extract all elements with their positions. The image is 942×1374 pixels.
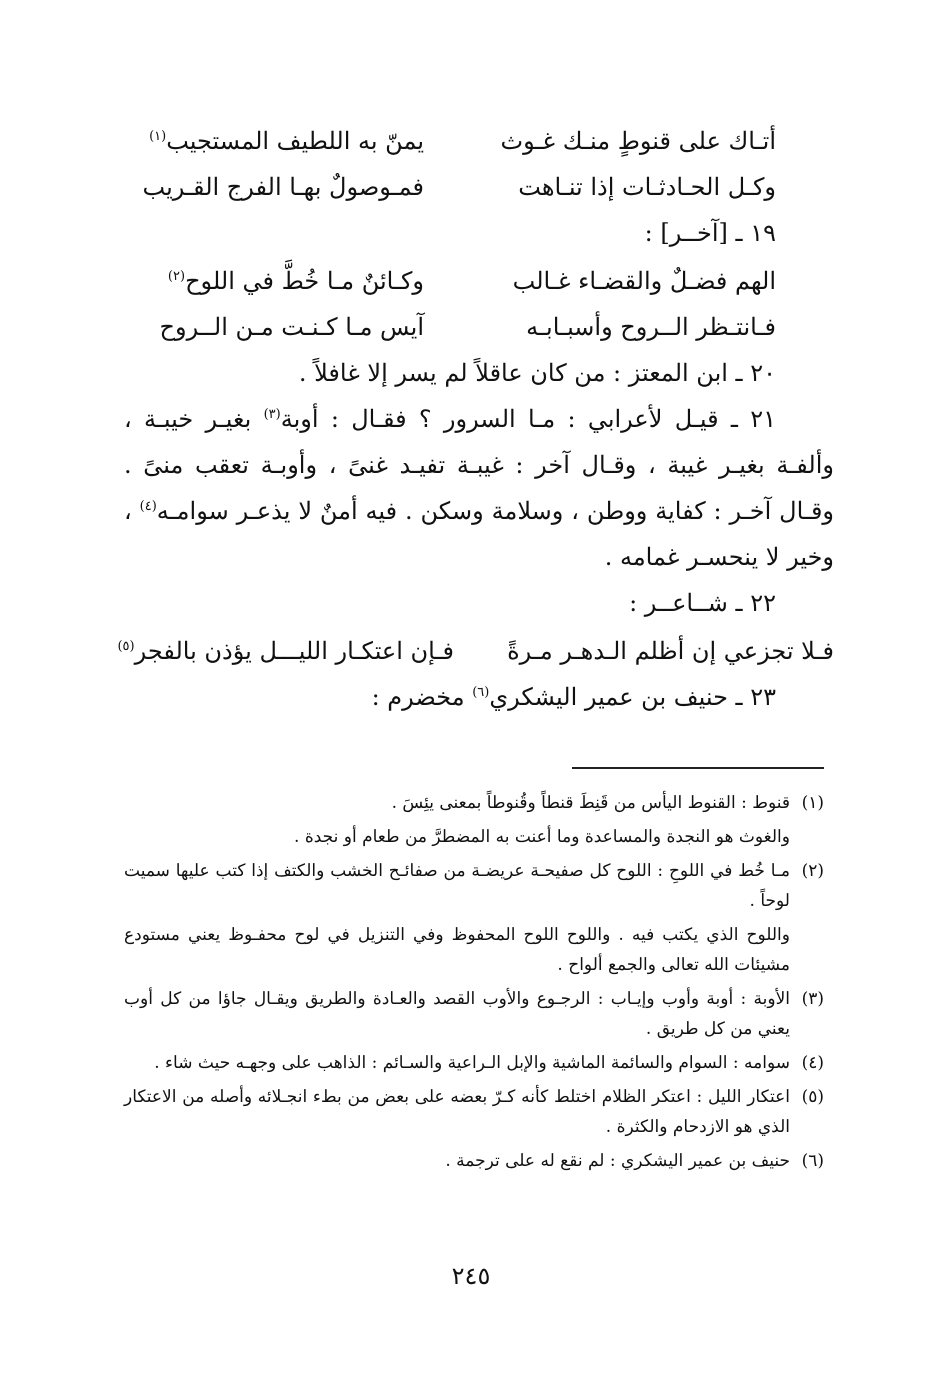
verse-first-hemistich: وكـل الحـادثـات إذا تنـاهت xyxy=(518,173,776,201)
footnote-text: قنوط : القنوط اليأس من قَنِطَ قنطاً وقُنوطاً بمعنى يئِسَ . xyxy=(391,793,790,813)
footnote xyxy=(124,856,824,916)
verse-first-hemistich: فـانتـظر الــروح وأسبـابـه xyxy=(526,313,776,341)
entry-21 xyxy=(124,396,834,580)
verse-line xyxy=(124,118,776,164)
verse-second-hemistich: آيس مـا كـنـت مـن الــروح xyxy=(159,313,424,341)
verse-first-hemistich: فـلا تجزعي إن أظلم الـدهـر مـرةً xyxy=(507,637,834,665)
footnote-text: مـا خُط في اللوحِ : اللوح كل صفيحـة عريضـة من صفائـح الخشب والكتف إذا كتب عليها سميت لوحاً . xyxy=(124,861,790,911)
entry-heading-22: ٢٢ ـ شــاعــر : xyxy=(629,589,776,617)
page-number: ٢٤٥ xyxy=(451,1262,491,1290)
footnote-ref: (٢) xyxy=(167,269,186,284)
footnote-number: (٤) xyxy=(801,1053,824,1073)
footnote-continuation: والغوث هو النجدة والمساعدة وما أعنت به المضطرَّ من طعام أو نجدة . xyxy=(294,827,790,847)
entry-21-text-b: بغيـر خيبـة ، وألفـة بغيـر غيبة ، وقـال آخر : غيبـة تفيـد غنىً ، وأوبـة تعقب منىً . وقـال آخـر : كفاية ووطن ، وسلامة وسكن . فيه أمنٌ لا يذعـر سوامـه xyxy=(124,405,835,525)
main-text xyxy=(117,118,835,722)
footnote-ref: (٦) xyxy=(472,685,490,700)
footnote-text: الأوبة : أوبة وأوب وإيـاب : الرجـوع والأوب القصد والعـادة والطريق ويقـال جاؤا من كل أوب يعني من كل طريق . xyxy=(124,989,790,1039)
footnote xyxy=(124,984,824,1044)
footnote-number: (٦) xyxy=(801,1151,824,1171)
heading-tail: مخضرم : xyxy=(371,683,473,711)
footnote-number: (١) xyxy=(801,793,824,813)
verse-line xyxy=(117,628,834,674)
verse-second-hemistich xyxy=(117,628,454,674)
verse-first-hemistich: الهم فضـلٌ والقضـاء غـالب xyxy=(512,267,776,295)
footnote-ref: (٣) xyxy=(263,407,281,422)
verse-second-hemistich: فمـوصولٌ بهـا الفرج القـريب xyxy=(142,173,424,201)
entry-heading-23 xyxy=(124,674,776,722)
verse-first-hemistich: أتـاك على قنوطٍ منـك غـوث xyxy=(500,127,776,155)
entry-20: ٢٠ ـ ابن المعتز : من كان عاقلاً لم يسر إلا غافلاً . xyxy=(298,359,776,387)
verse-second-hemistich xyxy=(124,118,424,164)
entry-heading-19: ١٩ ـ [آخــر] : xyxy=(644,219,776,247)
footnote xyxy=(124,788,824,818)
footnote xyxy=(124,1146,824,1176)
hemistich-text: يمنّ به اللطيف المستجيب xyxy=(166,127,424,155)
verse-line xyxy=(124,304,776,350)
verse-second-hemistich xyxy=(124,258,424,304)
footnote-number: (٣) xyxy=(801,989,824,1009)
footnote-number: (٥) xyxy=(801,1087,824,1107)
entry-21-text-a: ٢١ ـ قيـل لأعرابي : مـا السرور ؟ فقـال : أوبة xyxy=(280,405,777,433)
footnote-ref: (٤) xyxy=(139,499,157,514)
footnote xyxy=(124,1048,824,1078)
hemistich-text: وكـائنٌ مـا خُطَّ في اللوح xyxy=(185,267,424,295)
footnote-ref: (٥) xyxy=(117,639,135,654)
verse-line xyxy=(124,164,776,210)
footnote-ref: (١) xyxy=(149,129,167,144)
footnote-number: (٢) xyxy=(801,861,824,881)
footnote-separator xyxy=(572,767,824,769)
footnote-text: اعتكار الليل : اعتكر الظلام اختلط كأنه كـرّ بعضه على بعض من بطء انجـلائه وأصله من الاعتكار الذي هو الازدحام والكثرة . xyxy=(124,1087,790,1137)
heading-text: ٢٣ ـ حنيف بن عمير اليشكري xyxy=(489,683,776,711)
footnote xyxy=(124,1082,824,1142)
hemistich-text: فـإن اعتكـار الليـــل يؤذن بالفجر xyxy=(134,637,454,665)
verse-line xyxy=(124,258,776,304)
footnote-text: حنيف بن عمير اليشكري : لم نقع له على ترجمة . xyxy=(445,1151,790,1171)
entry-21-text-c: ، وخير لا ينحسـر غمامه . xyxy=(124,497,834,571)
footnote-continuation: واللوح الذي يكتب فيه . واللوح اللوح المحفوظ وفي التنزيل في لوح محفـوظ يعني مستودع مشيئات الله تعالى والجمع ألواح . xyxy=(124,925,790,975)
footnote-text: سوامه : السوام والسائمة الماشية والإبل الـراعية والسـائم : الذاهب على وجهـه حيث شاء . xyxy=(154,1053,790,1073)
footnotes xyxy=(124,788,824,1180)
